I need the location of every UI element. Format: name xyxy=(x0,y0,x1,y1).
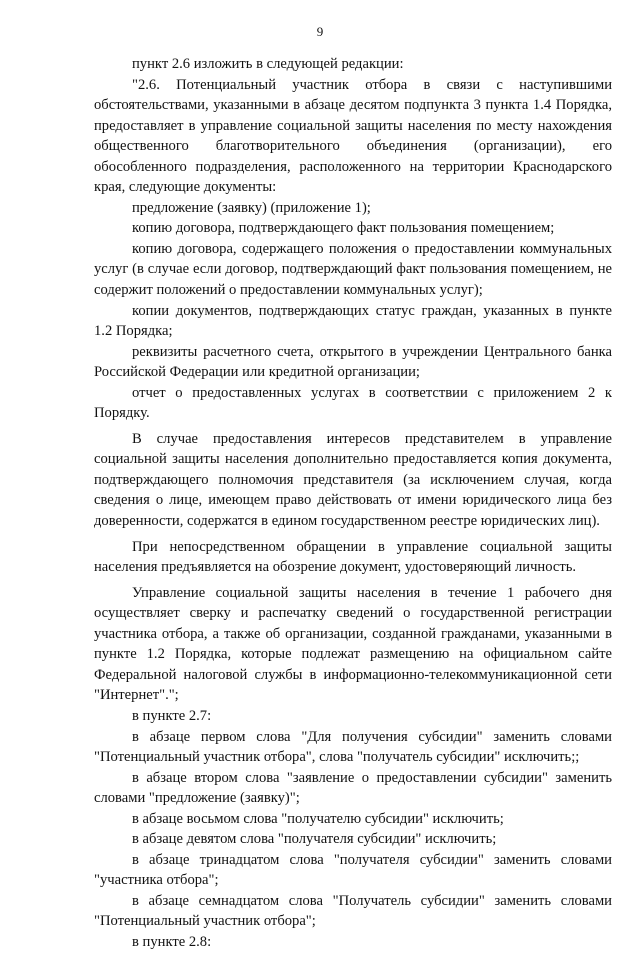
paragraph: в абзаце семнадцатом слова "Получатель субсидии" заменить словами "Потенциальный участник отбора"; xyxy=(94,892,612,930)
page-number: 9 xyxy=(316,24,324,39)
paragraph: в абзаце втором слова "заявление о предоставлении субсидии" заменить словами "предложение (заявку)"; xyxy=(94,769,612,807)
paragraph: отчет о предоставленных услугах в соответствии с приложением 2 к Порядку. xyxy=(94,384,612,422)
paragraph: При непосредственном обращении в управление социальной защиты населения предъявляется на обозрение документ, удостоверяющий личность. xyxy=(94,538,612,576)
paragraph: в абзаце первом слова "Для получения субсидии" заменить словами "Потенциальный участник отбора", слова "получатель субсидии" исключить;; xyxy=(94,728,612,766)
paragraph: предложение (заявку) (приложение 1); xyxy=(132,199,371,216)
document-body xyxy=(94,54,612,953)
paragraph: В случае предоставления интересов представителем в управление социальной защиты населения дополнительно предоставляется копия документа, подтверждающего полномочия представителя (за исключением случая, когда сведения о лице, имеющем право действовать от имени юридического лица без доверенности, содержатся в едином государственном реестре юридических лиц). xyxy=(94,430,612,530)
paragraph: в абзаце девятом слова "получателя субсидии" исключить; xyxy=(132,831,497,848)
paragraph: в пункте 2.7: xyxy=(132,707,212,724)
paragraph: в абзаце восьмом слова "получателю субсидии" исключить; xyxy=(132,810,504,827)
paragraph: Управление социальной защиты населения в течение 1 рабочего дня осуществляет сверку и распечатку сведений о государственной регистрации участника отбора, а также об организации, созданной гражданами, указанными в пункте 1.2 Порядка, которые подлежат размещению на официальном сайте Федеральной налоговой службы в информационно-телекоммуникационной сети "Интернет"."; xyxy=(94,584,612,704)
paragraph: пункт 2.6 изложить в следующей редакции: xyxy=(132,56,404,72)
paragraph: реквизиты расчетного счета, открытого в учреждении Центрального банка Российской Федерации или кредитной организации; xyxy=(94,343,612,381)
paragraph: копии документов, подтверждающих статус граждан, указанных в пункте 1.2 Порядка; xyxy=(94,302,612,340)
paragraph: "2.6. Потенциальный участник отбора в связи с наступившими обстоятельствами, указанными в абзаце десятом подпункта 3 пункта 1.4 Порядка, предоставляет в управление социальной защиты населения по месту нахождения общественного благотворительного объединения (организации), его обособленного подразделения, расположенного на территории Краснодарского края, следующие документы: xyxy=(94,76,612,196)
paragraph: в пункте 2.8: xyxy=(132,933,212,950)
paragraph: копию договора, подтверждающего факт пользования помещением; xyxy=(132,220,555,237)
paragraph: в абзаце тринадцатом слова "получателя субсидии" заменить словами "участника отбора"; xyxy=(94,851,612,889)
paragraph: копию договора, содержащего положения о предоставлении коммунальных услуг (в случае если договор, подтверждающий факт пользования помещением, не содержит положений о предоставлении коммунальных услуг); xyxy=(94,240,612,299)
